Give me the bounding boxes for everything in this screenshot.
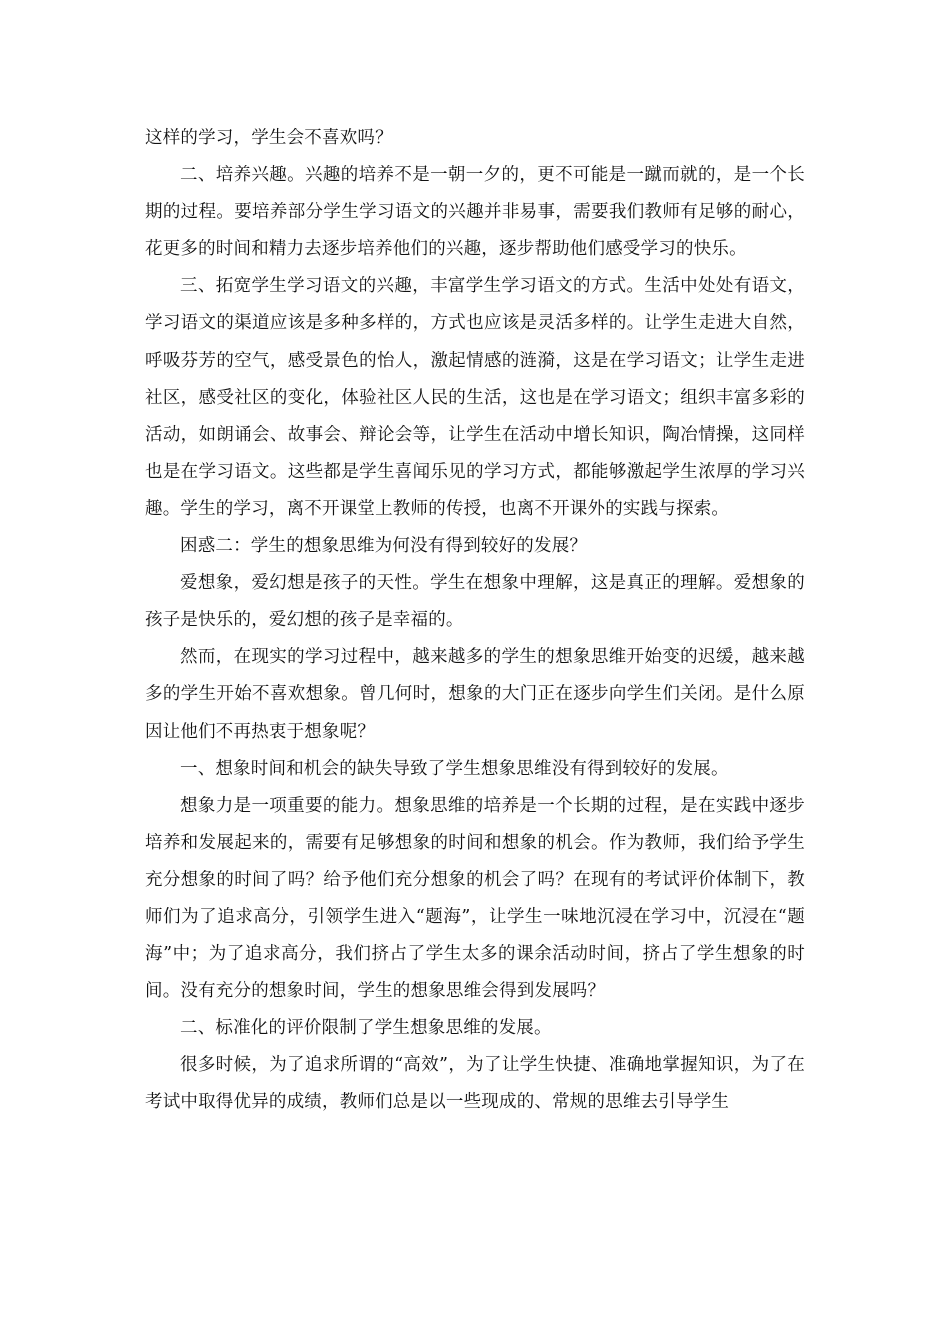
paragraph-continuation: 这样的学习，学生会不喜欢吗？: [145, 128, 393, 148]
heading-confusion-two: 困惑二：学生的想象思维为何没有得到较好的发展？: [180, 536, 588, 557]
paragraph-efficiency: 很多时候，为了追求所谓的“高效”，为了让学生快捷、准确地掌握知识，为了在考试中取得优异的成绩，教师们总是以一些现成的、常规的思维去引导学生: [145, 1055, 805, 1113]
document-body: [145, 120, 805, 1122]
heading-reason-two: 二、标准化的评价限制了学生想象思维的发展。: [180, 1018, 552, 1039]
paragraph-broaden-interest: 三、拓宽学生学习语文的兴趣，丰富学生学习语文的方式。生活中处处有语文，学习语文的渠道应该是多种多样的，方式也应该是灵活多样的。让学生走进大自然，呼吸芬芳的空气，感受景色的怡人，激起情感的涟漪，这是在学习语文；让学生走进社区，感受社区的变化，体验社区人民的生活，这也是在学习语文；组织丰富多彩的活动，如朗诵会、故事会、辩论会等，让学生在活动中增长知识，陶冶情操，这同样也是在学习语文。这些都是学生喜闻乐见的学习方式，都能够激起学生浓厚的学习兴趣。学生的学习，离不开课堂上教师的传授，也离不开课外的实践与探索。: [145, 276, 805, 519]
paragraph-cultivate-interest: 二、培养兴趣。兴趣的培养不是一朝一夕的，更不可能是一蹴而就的，是一个长期的过程。要培养部分学生学习语文的兴趣并非易事，需要我们教师有足够的耐心，花更多的时间和精力去逐步培养他们的兴趣，逐步帮助他们感受学习的快乐。: [145, 165, 805, 260]
paragraph-imagination-nature: 爱想象，爱幻想是孩子的天性。学生在想象中理解，这是真正的理解。爱想象的孩子是快乐的，爱幻想的孩子是幸福的。: [145, 573, 805, 631]
paragraph-imagination-ability: 想象力是一项重要的能力。想象思维的培养是一个长期的过程，是在实践中逐步培养和发展起来的，需要有足够想象的时间和想象的机会。作为教师，我们给予学生充分想象的时间了吗？给予他们充分想象的机会了吗？在现有的考试评价体制下，教师们为了追求高分，引领学生进入“题海”，让学生一味地沉浸在学习中，沉浸在“题海”中；为了追求高分，我们挤占了学生太多的课余活动时间，挤占了学生想象的时间。没有充分的想象时间，学生的想象思维会得到发展吗？: [145, 795, 805, 1002]
heading-reason-one: 一、想象时间和机会的缺失导致了学生想象思维没有得到较好的发展。: [180, 758, 729, 779]
paragraph-however: 然而，在现实的学习过程中，越来越多的学生的想象思维开始变的迟缓，越来越多的学生开始不喜欢想象。曾几何时，想象的大门正在逐步向学生们关闭。是什么原因让他们不再热衷于想象呢？: [145, 647, 805, 742]
